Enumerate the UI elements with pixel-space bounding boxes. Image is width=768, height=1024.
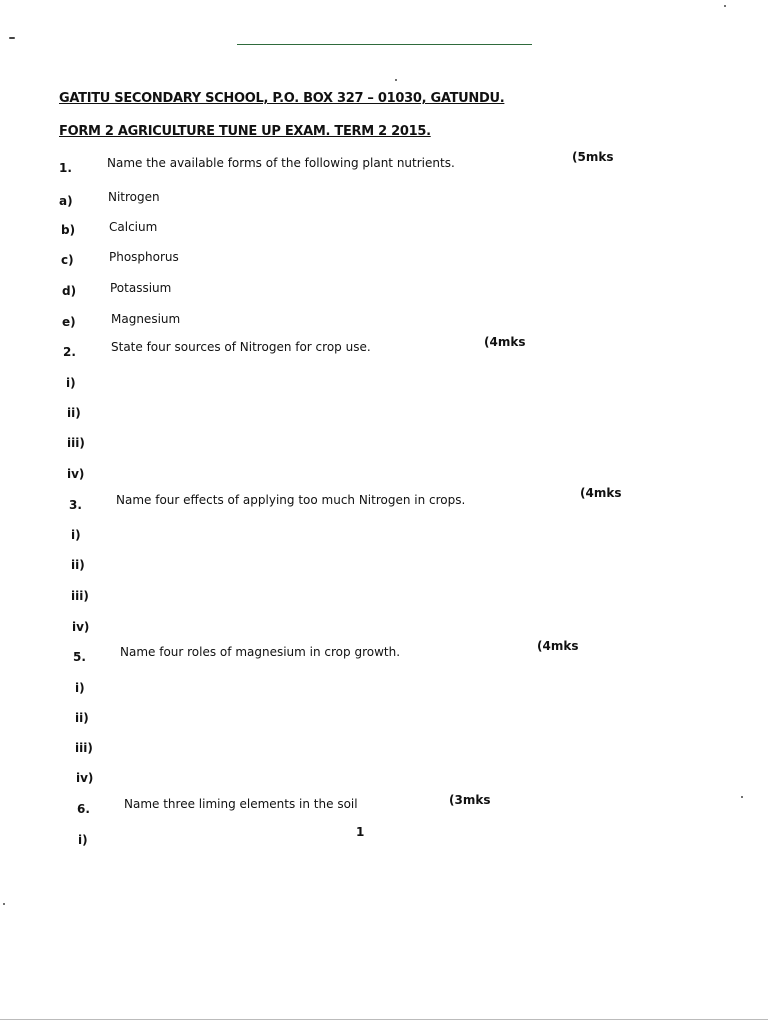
question-number: 3. [69, 498, 82, 512]
marks-label: (4mks [580, 486, 622, 500]
item-label: iii) [71, 589, 89, 603]
marks-label: (5mks [572, 150, 614, 164]
item-label: iv) [67, 467, 85, 481]
marks-label: (4mks [484, 335, 526, 349]
scan-speck [3, 903, 5, 905]
item-label: i) [78, 833, 88, 847]
question-number: 5. [73, 650, 86, 664]
question-text: Name four effects of applying too much Nitrogen in crops. [116, 493, 466, 507]
item-text: Magnesium [111, 312, 181, 326]
item-label: d) [62, 284, 77, 298]
item-text: Nitrogen [108, 190, 160, 204]
item-label: a) [59, 194, 73, 208]
item-text: Potassium [110, 281, 172, 295]
item-label: iv) [72, 620, 90, 634]
marks-label: (3mks [449, 793, 491, 807]
top-rule [237, 44, 532, 45]
question-number: 6. [77, 802, 90, 816]
item-label: ii) [71, 558, 85, 572]
bottom-rule [0, 1019, 768, 1020]
item-label: ii) [67, 406, 81, 420]
scan-speck [395, 79, 397, 81]
item-label: ii) [75, 711, 89, 725]
scan-speck [724, 5, 726, 7]
item-text: Phosphorus [109, 250, 179, 264]
question-text: Name three liming elements in the soil [124, 797, 358, 811]
item-text: Calcium [109, 220, 158, 234]
question-text: State four sources of Nitrogen for crop use. [111, 340, 371, 354]
item-label: iii) [75, 741, 93, 755]
question-number: 2. [63, 345, 76, 359]
item-label: i) [66, 376, 76, 390]
item-label: c) [61, 253, 74, 267]
school-heading: GATITU SECONDARY SCHOOL, P.O. BOX 327 – 01030, GATUNDU. [59, 91, 505, 106]
question-text: Name four roles of magnesium in crop growth. [120, 645, 401, 659]
item-label: b) [61, 223, 76, 237]
marks-label: (4mks [537, 639, 579, 653]
exam-heading: FORM 2 AGRICULTURE TUNE UP EXAM. TERM 2 2015. [59, 124, 431, 139]
item-label: i) [75, 681, 85, 695]
item-label: e) [62, 315, 76, 329]
item-label: iv) [76, 771, 94, 785]
item-label: i) [71, 528, 81, 542]
question-text: Name the available forms of the following plant nutrients. [107, 156, 455, 170]
page-number: 1 [356, 825, 365, 839]
scan-speck [9, 37, 15, 39]
item-label: iii) [67, 436, 85, 450]
scan-speck [741, 796, 743, 798]
question-number: 1. [59, 161, 72, 175]
